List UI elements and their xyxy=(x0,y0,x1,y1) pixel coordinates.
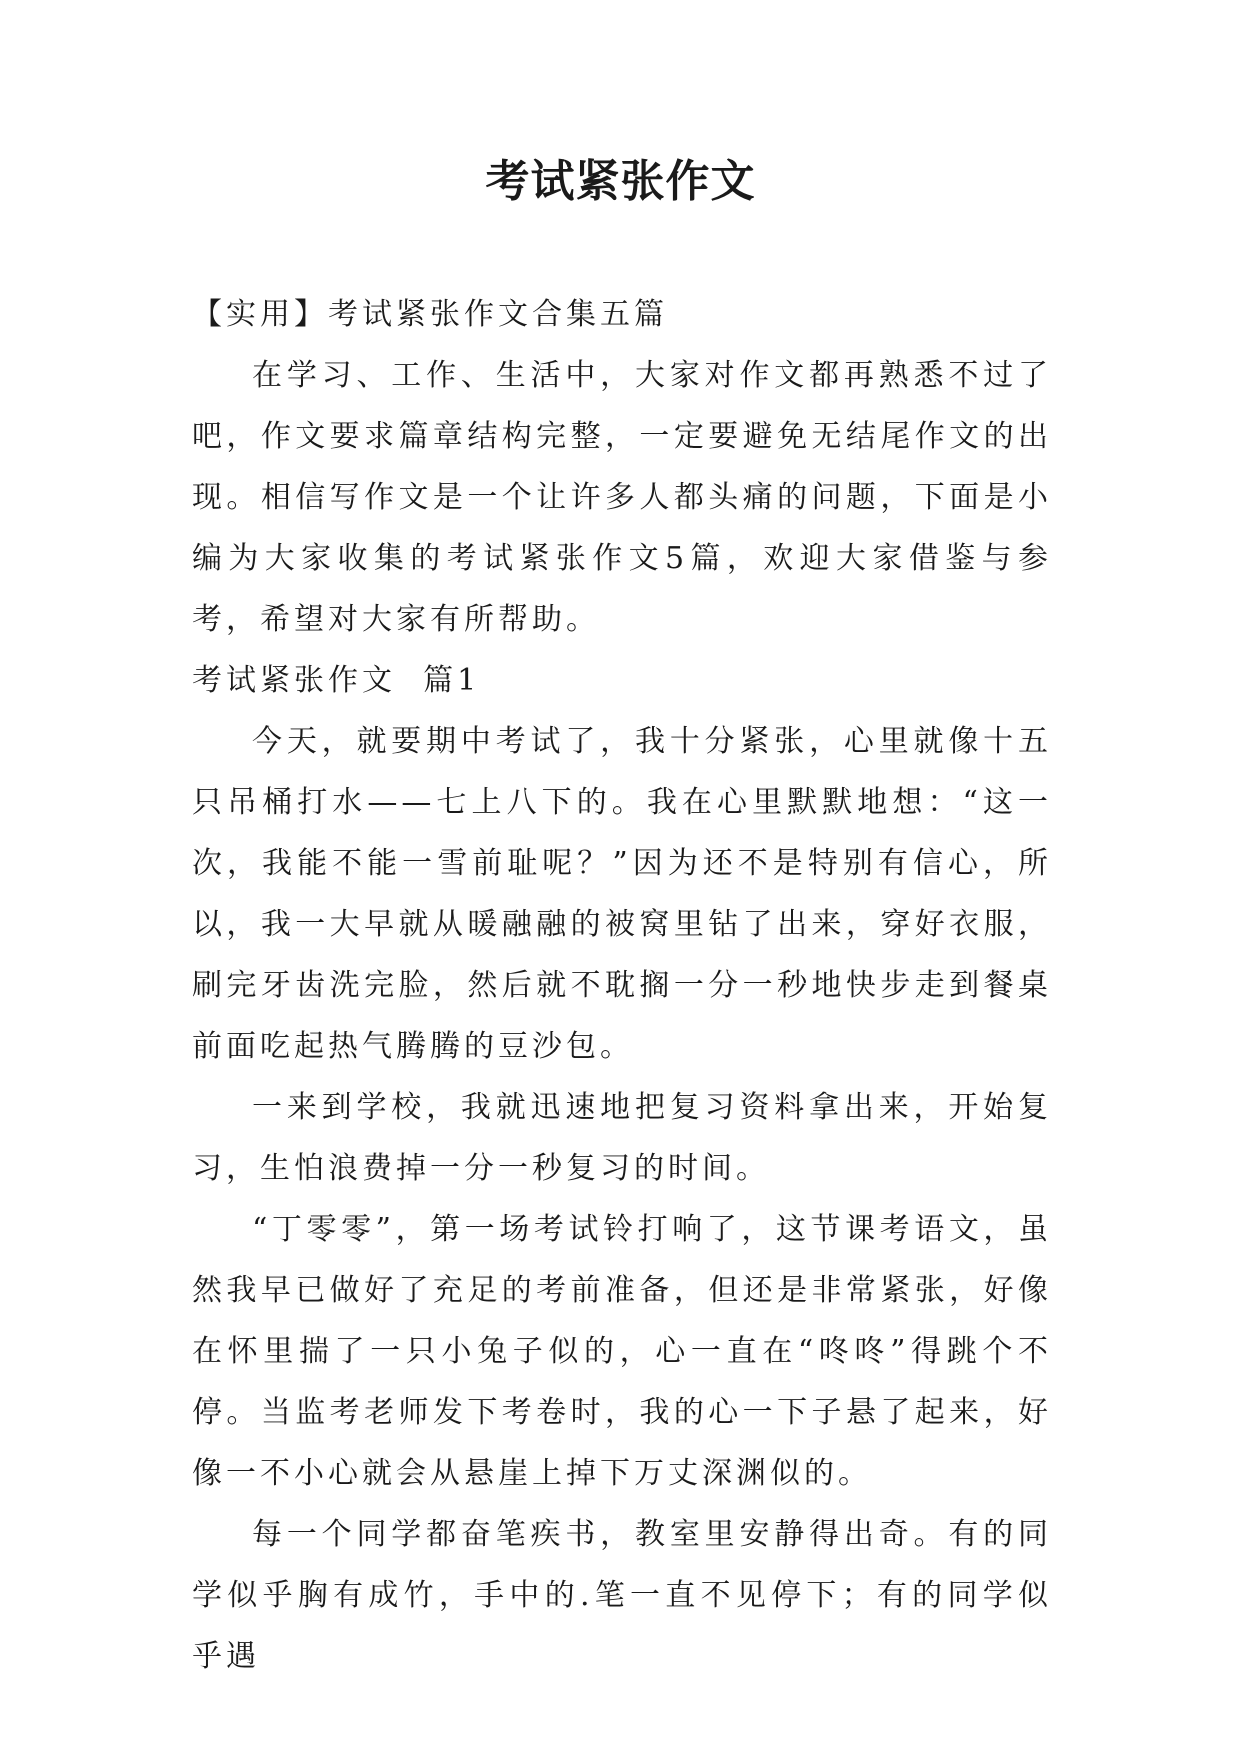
body-paragraph: 一来到学校，我就迅速地把复习资料拿出来，开始复习，生怕浪费掉一分一秒复习的时间。 xyxy=(192,1090,1052,1186)
body-paragraph: 今天，就要期中考试了，我十分紧张，心里就像十五只吊桶打水——七上八下的。我在心里默默地想：“这一次，我能不能一雪前耻呢？”因为还不是特别有信心，所以，我一大早就从暖融融的被窝里钻了出来，穿好衣服，刷完牙齿洗完脸，然后就不耽搁一分一秒地快步走到餐桌前面吃起热气腾腾的豆沙包。 xyxy=(192,724,1052,1064)
intro-paragraph: 在学习、工作、生活中，大家对作文都再熟悉不过了吧，作文要求篇章结构完整，一定要避免无结尾作文的出现。相信写作文是一个让许多人都头痛的问题，下面是小编为大家收集的考试紧张作文5篇，欢迎大家借鉴与参考，希望对大家有所帮助。 xyxy=(192,358,1052,637)
document-title: 考试紧张作文 xyxy=(485,156,756,207)
body-paragraph: 每一个同学都奋笔疾书，教室里安静得出奇。有的同学似乎胸有成竹，手中的.笔一直不见停下；有的同学似乎遇 xyxy=(192,1517,1052,1674)
section-heading: 考试紧张作文 篇1 xyxy=(192,663,481,698)
document-body xyxy=(192,284,1052,1687)
body-paragraph: “丁零零”，第一场考试铃打响了，这节课考语文，虽然我早已做好了充足的考前准备，但还是非常紧张，好像在怀里揣了一只小兔子似的，心一直在“咚咚”得跳个不停。当监考老师发下考卷时，我的心一下子悬了起来，好像一不小心就会从悬崖上掉下万丈深渊似的。 xyxy=(192,1212,1052,1491)
document-subtitle: 【实用】考试紧张作文合集五篇 xyxy=(192,297,668,332)
